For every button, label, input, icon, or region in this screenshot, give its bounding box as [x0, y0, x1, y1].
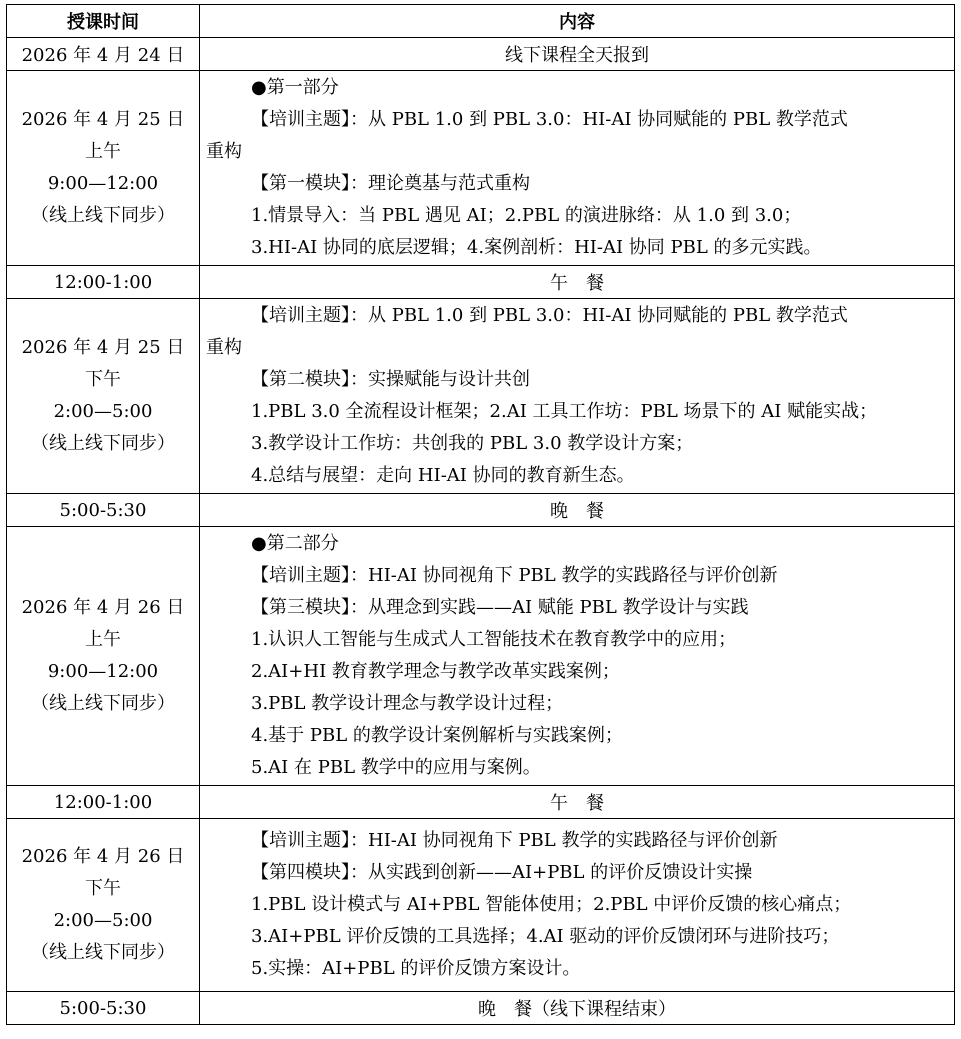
content-cell — [200, 527, 955, 786]
item-line: 1.认识人工智能与生成式人工智能技术在教育教学中的应用； — [251, 629, 737, 650]
theme-line: 【培训主题】：HI-AI 协同视角下 PBL 教学的实践路径与评价创新 — [251, 830, 778, 851]
item-line: 3.教学设计工作坊：共创我的 PBL 3.0 教学设计方案； — [251, 433, 694, 454]
table-row — [7, 266, 955, 299]
header-content: 内容 — [200, 5, 955, 38]
table-row — [7, 38, 955, 71]
mode-text: （线上线下同步） — [31, 693, 175, 714]
theme-line: 【培训主题】：HI-AI 协同视角下 PBL 教学的实践路径与评价创新 — [251, 565, 778, 586]
item-line: 3.AI+PBL 评价反馈的工具选择；4.AI 驱动的评价反馈闭环与进阶技巧； — [251, 926, 840, 947]
period-text: 上午 — [85, 629, 121, 650]
hours-text: 9:00—12:00 — [47, 661, 159, 682]
content-cell: 晚 餐 — [200, 494, 955, 527]
time-cell: 12:00-1:00 — [7, 786, 200, 819]
period-text: 上午 — [85, 141, 121, 162]
section-title: ●第一部分 — [251, 77, 339, 98]
theme-line-cont: 重构 — [206, 337, 242, 358]
theme-line-cont: 重构 — [206, 141, 242, 162]
module-line: 【第一模块】：理论奠基与范式重构 — [251, 173, 530, 194]
table-row — [7, 819, 955, 992]
table-row — [7, 992, 955, 1025]
period-text: 下午 — [85, 878, 121, 899]
module-line: 【第三模块】：从理念到实践——AI 赋能 PBL 教学设计与实践 — [251, 597, 749, 618]
date-text: 2026 年 4 月 26 日 — [21, 597, 185, 618]
time-cell: 5:00-5:30 — [7, 494, 200, 527]
content-cell: 午 餐 — [200, 266, 955, 299]
mode-text: （线上线下同步） — [31, 205, 175, 226]
table-row — [7, 299, 955, 494]
time-cell: 12:00-1:00 — [7, 266, 200, 299]
table-row — [7, 71, 955, 266]
content-cell: 线下课程全天报到 — [200, 38, 955, 71]
mode-text: （线上线下同步） — [31, 942, 175, 963]
hours-text: 2:00—5:00 — [53, 910, 153, 931]
item-line: 2.AI+HI 教育教学理念与教学改革实践案例； — [251, 661, 620, 682]
date-text: 2026 年 4 月 25 日 — [21, 109, 185, 130]
hours-text: 9:00—12:00 — [47, 173, 159, 194]
time-cell: 5:00-5:30 — [7, 992, 200, 1025]
period-text: 下午 — [85, 369, 121, 390]
item-line: 5.AI 在 PBL 教学中的应用与案例。 — [251, 757, 541, 778]
content-cell — [200, 299, 955, 494]
time-cell — [7, 527, 200, 786]
item-line: 3.PBL 教学设计理念与教学设计过程； — [251, 693, 564, 714]
date-text: 2026 年 4 月 26 日 — [21, 846, 185, 867]
item-line: 4.基于 PBL 的教学设计案例解析与实践案例； — [251, 725, 623, 746]
date-text: 2026 年 4 月 25 日 — [21, 337, 185, 358]
item-line: 4.总结与展望：走向 HI-AI 协同的教育新生态。 — [251, 465, 635, 486]
item-line: 3.HI-AI 协同的底层逻辑；4.案例剖析：HI-AI 协同 PBL 的多元实践。 — [251, 237, 822, 258]
schedule-table — [6, 4, 955, 1025]
time-cell — [7, 299, 200, 494]
content-cell: 晚 餐（线下课程结束） — [200, 992, 955, 1025]
content-cell — [200, 819, 955, 992]
table-row — [7, 786, 955, 819]
section-title: ●第二部分 — [251, 533, 339, 554]
item-line: 1.PBL 设计模式与 AI+PBL 智能体使用；2.PBL 中评价反馈的核心痛点； — [251, 894, 852, 915]
module-line: 【第二模块】：实操赋能与设计共创 — [251, 369, 530, 390]
mode-text: （线上线下同步） — [31, 433, 175, 454]
hours-text: 2:00—5:00 — [53, 401, 153, 422]
header-row — [7, 5, 955, 38]
module-line: 【第四模块】：从实践到创新——AI+PBL 的评价反馈设计实操 — [251, 862, 753, 883]
table-row — [7, 494, 955, 527]
table-row — [7, 527, 955, 786]
item-line: 1.PBL 3.0 全流程设计框架；2.AI 工具工作坊：PBL 场景下的 AI 赋能实战； — [251, 401, 878, 422]
content-cell: 午 餐 — [200, 786, 955, 819]
time-cell: 2026 年 4 月 24 日 — [7, 38, 200, 71]
theme-line: 【培训主题】：从 PBL 1.0 到 PBL 3.0：HI-AI 协同赋能的 PBL 教学范式 — [251, 109, 848, 130]
item-line: 5.实操：AI+PBL 的评价反馈方案设计。 — [251, 958, 581, 979]
content-cell — [200, 71, 955, 266]
time-cell — [7, 819, 200, 992]
header-time: 授课时间 — [7, 5, 200, 38]
theme-line: 【培训主题】：从 PBL 1.0 到 PBL 3.0：HI-AI 协同赋能的 PBL 教学范式 — [251, 305, 848, 326]
item-line: 1.情景导入：当 PBL 遇见 AI；2.PBL 的演进脉络：从 1.0 到 3.0； — [251, 205, 802, 226]
time-cell — [7, 71, 200, 266]
